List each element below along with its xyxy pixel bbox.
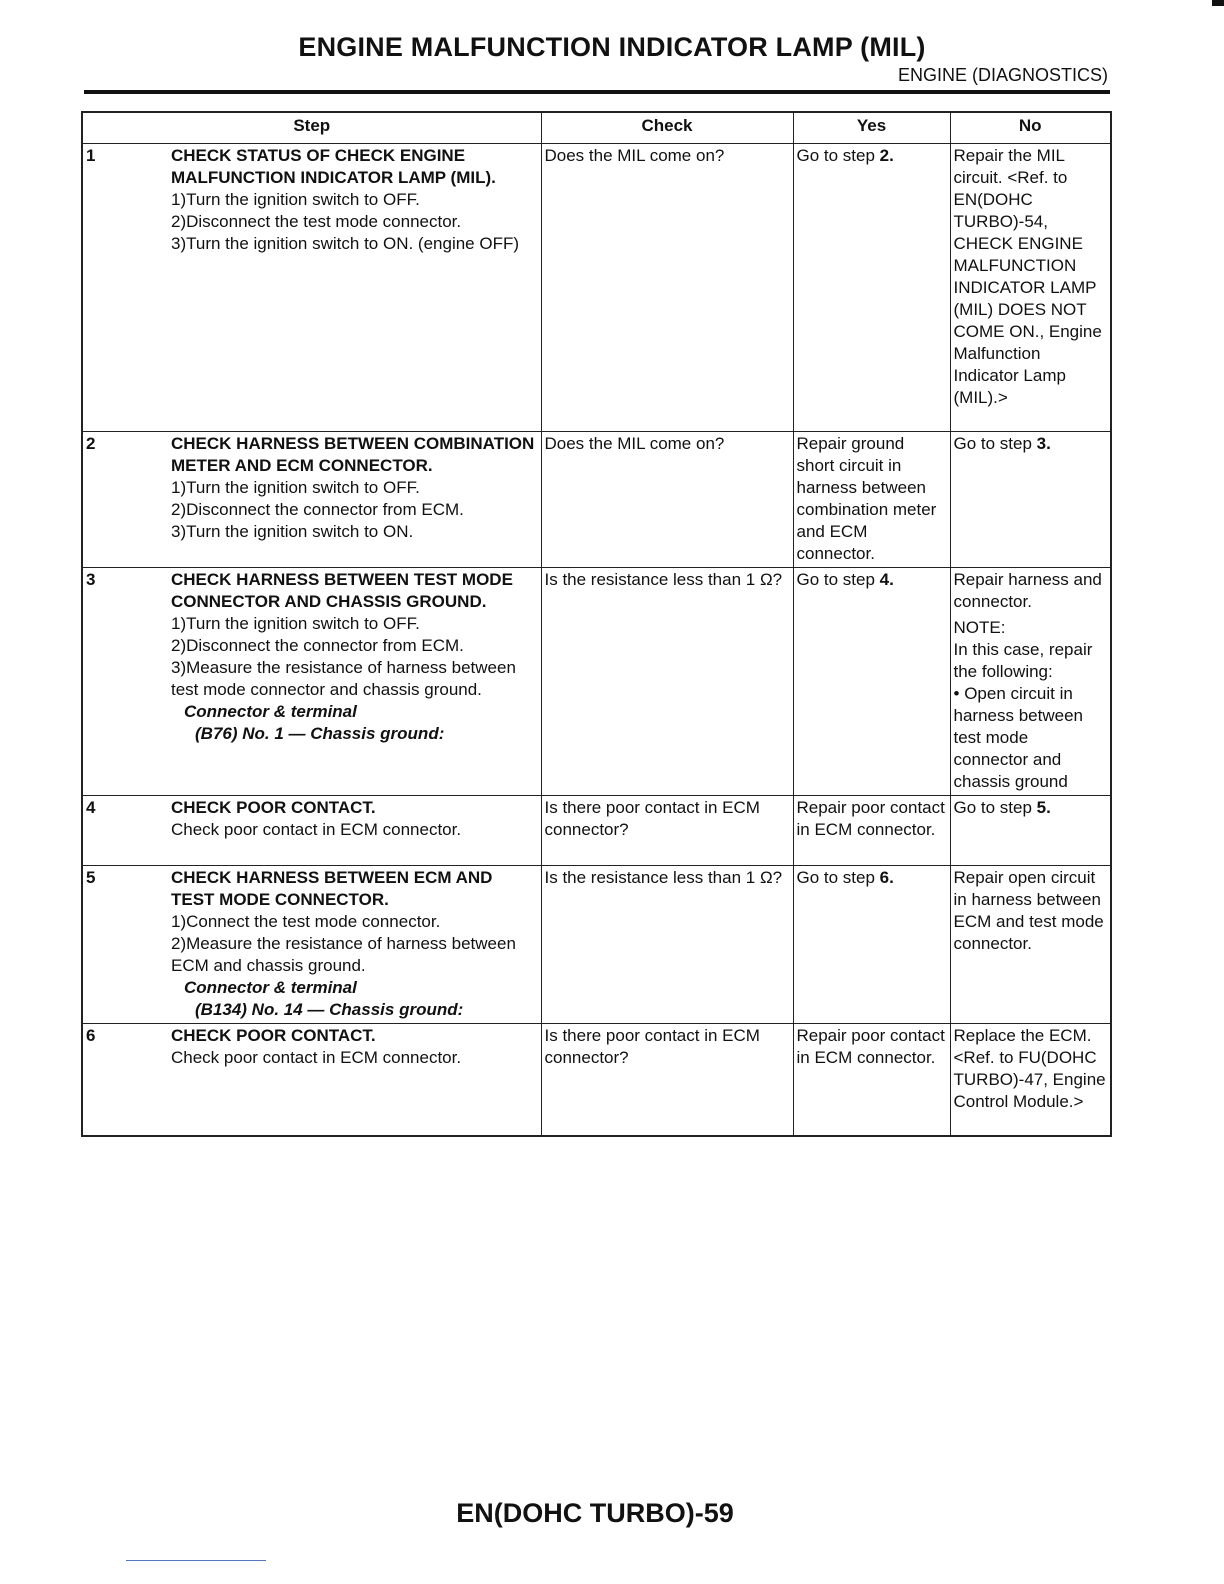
step-number: 3 bbox=[86, 570, 96, 589]
note-label: NOTE: bbox=[953, 618, 1006, 637]
no-step-link: 5. bbox=[1036, 798, 1051, 817]
step-number: 1 bbox=[86, 146, 96, 165]
header-rule bbox=[84, 90, 1110, 94]
step-number: 4 bbox=[86, 798, 96, 817]
step-instruction: 3)Measure the resistance of harness between test mode connector and chassis ground. bbox=[171, 658, 516, 699]
step-instruction: 2)Measure the resistance of harness between ECM and chassis ground. bbox=[171, 934, 516, 975]
yes-text: Go to step bbox=[796, 146, 880, 165]
page-footer-id: EN(DOHC TURBO)-59 bbox=[456, 1498, 734, 1528]
yes-text: Go to step bbox=[796, 868, 880, 887]
no-cell: Replace the ECM. <Ref. to FU(DOHC TURBO)-47, Engine Control Module.> bbox=[950, 1024, 1111, 1136]
no-cell bbox=[950, 432, 1111, 568]
step-title: CHECK POOR CONTACT. bbox=[171, 1026, 376, 1045]
table-row bbox=[82, 568, 1111, 796]
step-instruction: 3)Turn the ignition switch to ON. bbox=[171, 522, 414, 541]
table-row bbox=[82, 1024, 1111, 1136]
yes-step-link: 6. bbox=[879, 868, 894, 887]
page-corner-mark bbox=[1212, 0, 1224, 6]
table-row bbox=[82, 144, 1111, 432]
yes-cell bbox=[793, 144, 950, 432]
connector-label: Connector & terminal bbox=[184, 978, 357, 997]
connector-value: (B76) No. 1 — Chassis ground: bbox=[195, 724, 445, 743]
column-header-no: No bbox=[950, 112, 1111, 144]
note-bullet: • Open circuit in harness between test mode connector and chassis ground bbox=[953, 684, 1083, 791]
check-cell: Does the MIL come on? bbox=[541, 432, 793, 568]
step-number: 2 bbox=[86, 434, 96, 453]
no-cell bbox=[950, 568, 1111, 796]
no-text: Go to step bbox=[953, 434, 1037, 453]
no-cell: Repair open circuit in harness between ECM and test mode connector. bbox=[950, 866, 1111, 1024]
step-cell bbox=[82, 144, 541, 432]
step-instruction: 3)Turn the ignition switch to ON. (engine OFF) bbox=[171, 234, 520, 253]
step-number: 6 bbox=[86, 1026, 96, 1045]
table-header-row bbox=[82, 112, 1111, 144]
step-number: 5 bbox=[86, 868, 96, 887]
step-instruction: Check poor contact in ECM connector. bbox=[171, 820, 462, 839]
diagnostic-table bbox=[81, 111, 1112, 1137]
check-cell: Is the resistance less than 1 Ω? bbox=[541, 568, 793, 796]
step-cell bbox=[82, 432, 541, 568]
table-row bbox=[82, 866, 1111, 1024]
yes-cell: Repair poor contact in ECM connector. bbox=[793, 796, 950, 866]
step-title: CHECK POOR CONTACT. bbox=[171, 798, 376, 817]
yes-text: Go to step bbox=[796, 570, 880, 589]
step-instruction: 1)Turn the ignition switch to OFF. bbox=[171, 478, 420, 497]
check-cell: Is there poor contact in ECM connector? bbox=[541, 1024, 793, 1136]
section-label: ENGINE (DIAGNOSTICS) bbox=[897, 65, 1108, 85]
no-text: Go to step bbox=[953, 798, 1037, 817]
check-cell: Is there poor contact in ECM connector? bbox=[541, 796, 793, 866]
step-cell bbox=[82, 1024, 541, 1136]
connector-label: Connector & terminal bbox=[184, 702, 357, 721]
step-cell bbox=[82, 866, 541, 1024]
no-step-link: 3. bbox=[1036, 434, 1051, 453]
yes-cell: Repair ground short circuit in harness between combination meter and ECM connector. bbox=[793, 432, 950, 568]
yes-step-link: 4. bbox=[879, 570, 894, 589]
step-instruction: Check poor contact in ECM connector. bbox=[171, 1048, 462, 1067]
connector-value: (B134) No. 14 — Chassis ground: bbox=[195, 1000, 464, 1019]
step-instruction: 2)Disconnect the connector from ECM. bbox=[171, 636, 464, 655]
note-bullet-text: Open circuit in harness between test mode connector and chassis ground bbox=[953, 684, 1083, 791]
note-text: In this case, repair the following: bbox=[953, 640, 1093, 681]
step-cell bbox=[82, 568, 541, 796]
check-cell: Does the MIL come on? bbox=[541, 144, 793, 432]
table-row bbox=[82, 796, 1111, 866]
step-title: CHECK HARNESS BETWEEN COMBINATION METER AND ECM CONNECTOR. bbox=[171, 434, 535, 475]
step-instruction: 2)Disconnect the test mode connector. bbox=[171, 212, 462, 231]
page-title: ENGINE MALFUNCTION INDICATOR LAMP (MIL) bbox=[298, 32, 926, 62]
no-cell: Repair the MIL circuit. <Ref. to EN(DOHC TURBO)-54, CHECK ENGINE MALFUNCTION INDICATOR LAMP (MIL) DOES NOT COME ON., Engine Malfunction Indicator Lamp (MIL).> bbox=[950, 144, 1111, 432]
footer-underline bbox=[126, 1560, 266, 1561]
step-title: CHECK HARNESS BETWEEN ECM AND TEST MODE CONNECTOR. bbox=[171, 868, 493, 909]
step-title: CHECK STATUS OF CHECK ENGINE MALFUNCTION INDICATOR LAMP (MIL). bbox=[171, 146, 496, 187]
check-cell: Is the resistance less than 1 Ω? bbox=[541, 866, 793, 1024]
yes-step-link: 2. bbox=[879, 146, 894, 165]
step-title: CHECK HARNESS BETWEEN TEST MODE CONNECTOR AND CHASSIS GROUND. bbox=[171, 570, 513, 611]
no-cell bbox=[950, 796, 1111, 866]
column-header-yes: Yes bbox=[793, 112, 950, 144]
step-instruction: 1)Connect the test mode connector. bbox=[171, 912, 441, 931]
column-header-step: Step bbox=[82, 112, 541, 144]
step-cell bbox=[82, 796, 541, 866]
column-header-check: Check bbox=[541, 112, 793, 144]
step-instruction: 1)Turn the ignition switch to OFF. bbox=[171, 190, 420, 209]
step-instruction: 2)Disconnect the connector from ECM. bbox=[171, 500, 464, 519]
yes-cell: Repair poor contact in ECM connector. bbox=[793, 1024, 950, 1136]
table-row bbox=[82, 432, 1111, 568]
yes-cell bbox=[793, 866, 950, 1024]
yes-cell bbox=[793, 568, 950, 796]
no-text: Repair harness and connector. bbox=[953, 570, 1102, 611]
step-instruction: 1)Turn the ignition switch to OFF. bbox=[171, 614, 420, 633]
